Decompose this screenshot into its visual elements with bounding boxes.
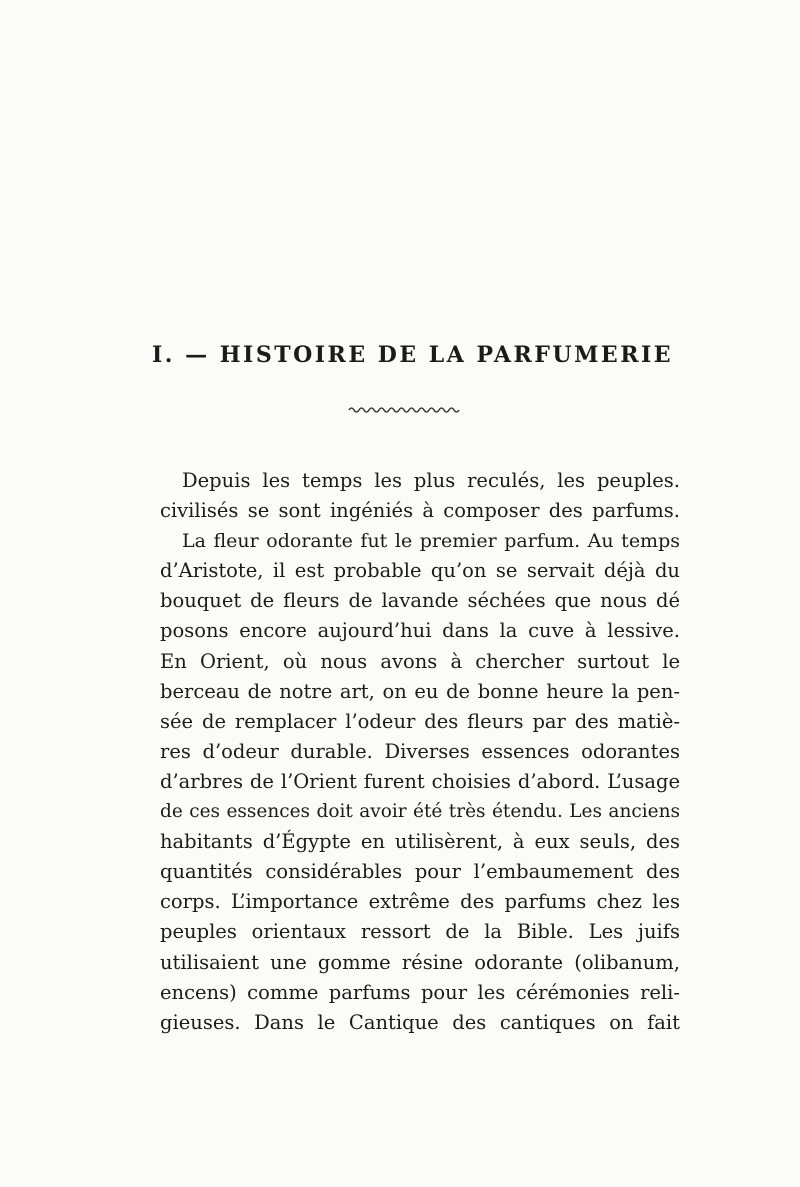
text-line: de ces essences doit avoir été très étendu. Les anciens bbox=[160, 801, 680, 823]
text-line: corps. L’importance extrême des parfums chez les bbox=[160, 890, 680, 914]
text-line: d’Aristote, il est probable qu’on se servait déjà du bbox=[160, 559, 680, 583]
text-line: sée de remplacer l’odeur des fleurs par des matiè- bbox=[160, 709, 680, 733]
text-line: d’arbres de l’Orient furent choisies d’abord. L’usage bbox=[160, 769, 680, 793]
text-line: civilisés se sont ingéniés à composer des parfums. bbox=[160, 499, 680, 523]
text-line: utilisaient une gomme résine odorante (olibanum, bbox=[160, 950, 680, 974]
body-text bbox=[160, 466, 680, 1038]
text-line: peuples orientaux ressort de la Bible. Les juifs bbox=[160, 920, 680, 944]
text-line: quantités considérables pour l’embaumement des bbox=[160, 860, 680, 884]
text-line: gieuses. Dans le Cantique des cantiques on fait bbox=[160, 1010, 680, 1034]
text-line: encens) comme parfums pour les cérémonies reli- bbox=[160, 980, 680, 1004]
text-line: berceau de notre art, on eu de bonne heure la pen- bbox=[160, 679, 680, 703]
chapter-title: I. — HISTOIRE DE LA PARFUMERIE bbox=[152, 342, 674, 368]
text-line: habitants d’Égypte en utilisèrent, à eux seuls, des bbox=[160, 830, 680, 854]
wavy-divider-ornament bbox=[348, 404, 462, 416]
text-line: bouquet de fleurs de lavande séchées que nous dé bbox=[160, 589, 680, 613]
text-line: En Orient, où nous avons à chercher surtout le bbox=[160, 649, 680, 673]
text-line: La fleur odorante fut le premier parfum. Au temps bbox=[182, 530, 680, 553]
text-line: res d’odeur durable. Diverses essences odorantes bbox=[160, 739, 680, 763]
text-line: Depuis les temps les plus reculés, les peuples. bbox=[182, 469, 680, 492]
text-line: posons encore aujourd’hui dans la cuve à lessive. bbox=[160, 619, 680, 643]
